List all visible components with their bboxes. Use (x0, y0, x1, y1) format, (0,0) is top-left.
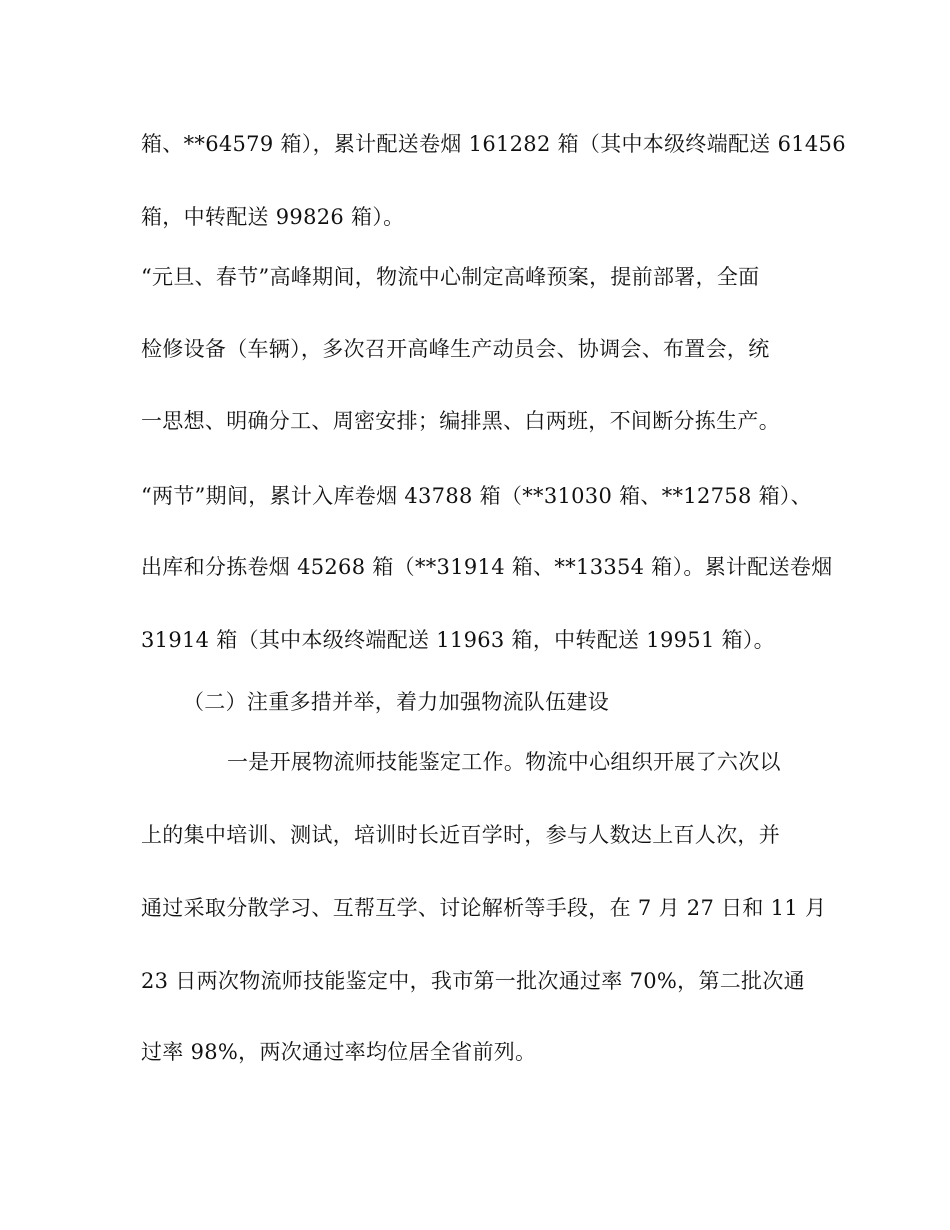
body-text-line: 通过采取分散学习、互帮互学、讨论解析等手段，在 7 月 27 日和 11 月 (141, 896, 827, 920)
paragraph-first-line: 一是开展物流师技能鉴定工作。物流中心组织开展了六次以 (227, 750, 781, 774)
body-text-line: 31914 箱（其中本级终端配送 11963 箱，中转配送 19951 箱）。 (141, 628, 775, 652)
body-text-line: 一思想、明确分工、周密安排；编排黑、白两班，不间断分拣生产。 (141, 409, 780, 433)
section-heading: （二）注重多措并举，着力加强物流队伍建设 (183, 690, 609, 714)
body-text-line: 箱，中转配送 99826 箱）。 (141, 205, 405, 229)
body-text-line: 上的集中培训、测试，培训时长近百学时，参与人数达上百人次，并 (141, 823, 780, 847)
body-text-line: 出库和分拣卷烟 45268 箱（**31914 箱、**13354 箱）。累计配送卷烟 (141, 555, 833, 579)
body-text-line: 检修设备（车辆），多次召开高峰生产动员会、协调会、布置会，统 (141, 337, 770, 361)
body-text-line: 23 日两次物流师技能鉴定中，我市第一批次通过率 70%，第二批次通 (141, 969, 805, 993)
body-text-line: 箱、**64579 箱），累计配送卷烟 161282 箱（其中本级终端配送 61456 (141, 132, 846, 156)
body-text-line: 过率 98%，两次通过率均位居全省前列。 (141, 1040, 537, 1064)
body-text-line: “元旦、春节”高峰期间，物流中心制定高峰预案，提前部署，全面 (141, 265, 760, 289)
body-text-line: “两节”期间，累计入库卷烟 43788 箱（**31030 箱、**12758 箱）、 (141, 484, 812, 508)
